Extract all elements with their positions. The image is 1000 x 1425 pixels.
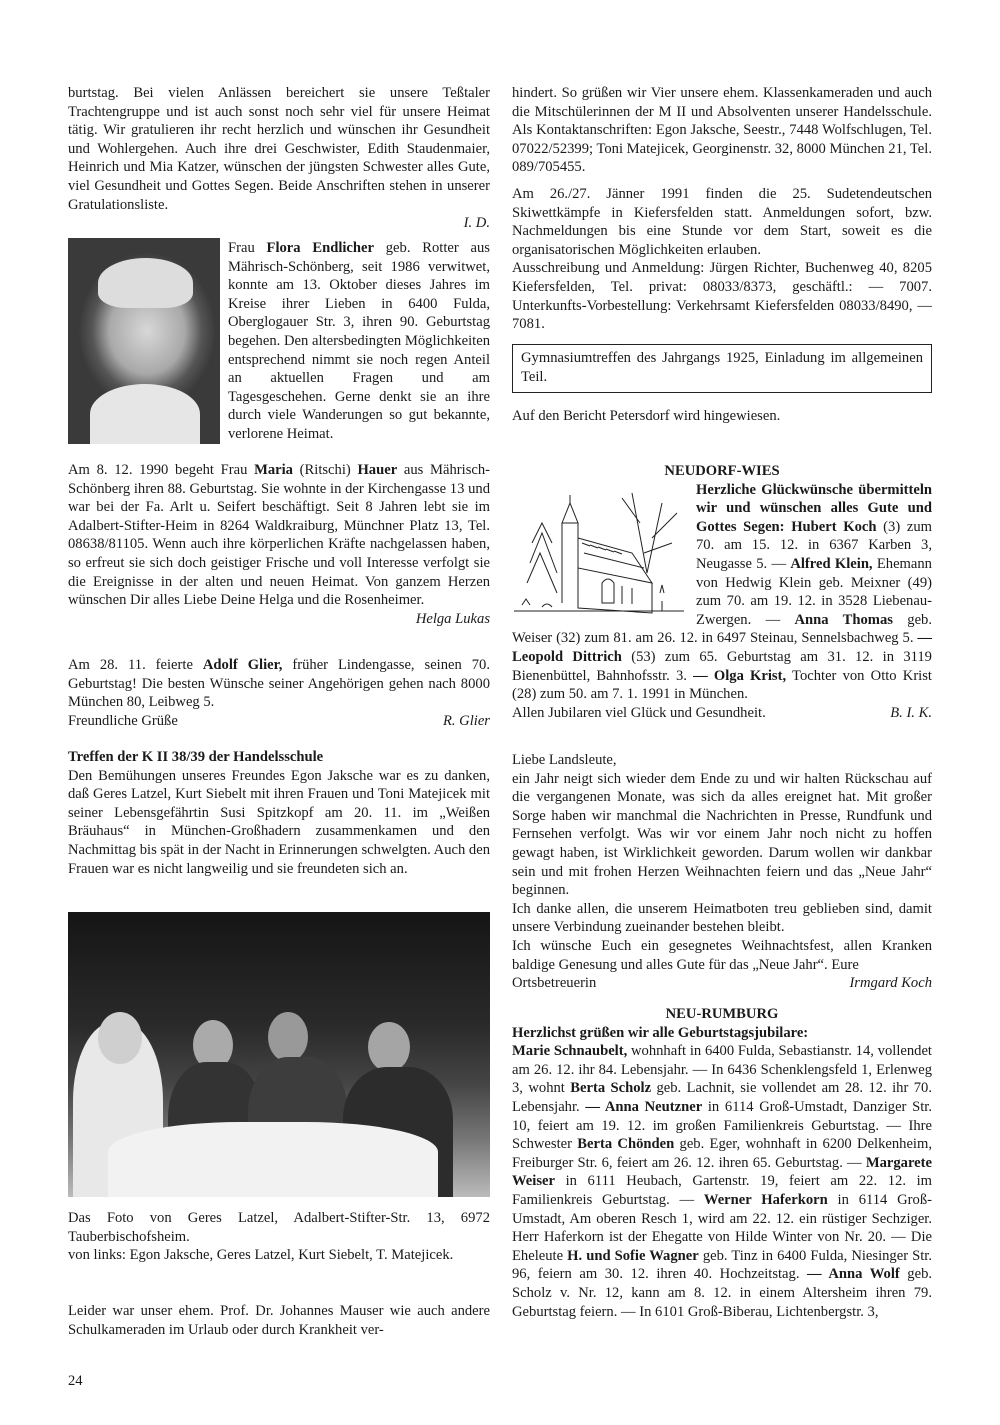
- text-run: (53) zum 65. Geburtstag am 31. 12. in 3119 Bienenbüttel, Bahnhofsstr. 3.: [512, 648, 932, 684]
- signature: B. I. K.: [890, 704, 932, 721]
- text-run: Ich wünsche Euch ein gesegnetes Weihnachtsfest, allen Kranken baldige Genesung und alles Gute für das „Neue Jahr“. Eure: [512, 937, 932, 973]
- paragraph: [68, 767, 490, 879]
- paragraph: [521, 349, 923, 386]
- paragraph: [68, 656, 490, 712]
- text-run: in 6114 Groß-Umstadt, Danziger Str. 10, feiert am 19. 12. im großen Familienkreis Geburtstag. — Ihre Schwester: [512, 1098, 932, 1153]
- paragraph: [512, 1042, 932, 1321]
- bold-name: Berta Scholz: [570, 1080, 652, 1097]
- paragraph: [512, 407, 932, 426]
- text-run: burtstag. Bei vielen Anlässen bereichert sie unsere Teßtaler Trachtengruppe und ist auch sonst noch sehr viel für unsere Heimat tätig. Wir gratulieren ihr recht herzlich und wünschen ihr Gesundheit und Wohlergehen. Auch ihre drei Geschwister, Edith Staudenmaier, Heinrich und Mia Katzer, wünschen der jüngsten Schwester alles Gute, viel Gesundheit und Gottes Segen. Beide Anschriften stehen in unserer Gratulationsliste.: [68, 85, 490, 213]
- article-adolf-glier: [68, 656, 490, 730]
- article-christmas-letter: [512, 751, 932, 993]
- paragraph: [68, 84, 490, 214]
- text-run: Am 8. 12. 1990 begeht Frau: [68, 462, 255, 478]
- paragraph: [228, 239, 490, 444]
- bold-name: Herzliche Glückwünsche übermitteln wir und wünschen alles Gute und Gottes Segen:: [696, 481, 932, 535]
- article-flora-endlicher: [228, 239, 490, 444]
- bold-name: Marie Schnaubelt,: [512, 1043, 628, 1060]
- bold-name: Flora Endlicher: [266, 240, 374, 256]
- paragraph: [512, 900, 932, 937]
- page-number: 24: [68, 1373, 83, 1389]
- section-heading: NEU-RUMBURG: [665, 1006, 779, 1022]
- text-run: ein Jahr neigt sich wieder dem Ende zu und wir halten Rückschau auf die vergangenen Monate, was sich da alles ereignet hat. Mit großer Sorge haben wir manchmal die Nachrichten in Presse, Rundfunk und Fernsehen verfolgt. Was wir vor einem Jahr noch nicht zu hoffen gewagt haben, ist Wirklichkeit geworden. Darum wollen wir dankbar sein und mit frohen Herzen Weihnachten feiern und das „Neue Jahr“ beginnen.: [512, 770, 932, 899]
- bold-name: Alfred Klein,: [790, 555, 873, 572]
- closing-line: Allen Jubilaren viel Glück und Gesundheit.: [512, 704, 766, 721]
- text-run: Ehemann von Hedwig Klein geb. Meixner (49) zum 70. am 19. 12. in 3528 Liebenau-Zwergen. —: [696, 555, 932, 628]
- article-treffen: [68, 748, 490, 878]
- bold-name: Adolf Glier,: [202, 657, 283, 673]
- text-run: Den Bemühungen unseres Freundes Egon Jaksche war es zu danken, daß Geres Latzel, Kurt Siebelt mit ihren Frauen und Toni Matejicek mit seiner Lebensgefährtin Susi Spitzkopf am 20. 11. im „Weißen Bräuhaus“ in München-Großhadern zusammenkamen und den Nachmittag bis spät in der Nacht in Erinnerungen schwelgten. Auch den Frauen war es nicht langweilig und sie freundeten sich an.: [68, 767, 490, 877]
- caption-line: [68, 1246, 490, 1265]
- text-run: in 6111 Heubach, Gartenstr. 19, feiert am 22. 12. im Familienkreis Geburtstag. —: [512, 1173, 932, 1208]
- text-run: geb. Tinz in 6400 Fulda, Niesinger Str. 96, feiern am 30. 12. ihren 40. Hochzeitstag.: [512, 1247, 933, 1283]
- text-run: in 6114 Groß-Umstadt, Am oberen Resch 1, wird am 22. 12. ein rüstiger Sechziger. Herr Haferkorn ist der Ehegatte von Hilde Winter von Nr. 20. — Die Eheleute: [512, 1191, 932, 1264]
- group-photo: [68, 912, 490, 1197]
- paragraph: [68, 461, 490, 610]
- text-run: Am 28. 11. feierte: [68, 657, 203, 673]
- signature: R. Glier: [442, 712, 490, 729]
- salutation: [512, 751, 932, 770]
- text-run: Ich danke allen, die unserem Heimatboten treu geblieben sind, damit unsere Verbindung zueinander bestehen bleibt.: [512, 900, 932, 936]
- bold-name: Hauer: [357, 462, 398, 478]
- text-run: geb. Eger, wohnhaft in 6200 Delkenheim, Freiburger Str. 6, feiert am 26. 12. ihren 65. Geburtstag. —: [512, 1136, 932, 1171]
- article-hindert: [512, 84, 932, 177]
- notice-box: [512, 344, 932, 393]
- bold-name: — Anna Wolf: [807, 1266, 900, 1283]
- text-run: wohnhaft in 6400 Fulda, Sebastianstr. 14, vollendet am 26. 12. ihr 84. Lebensjahr. — In 6436 Schenklengsfeld 1, Erlenweg 3, wohnt: [512, 1043, 932, 1097]
- text-run: (3) zum 70. am 15. 12. in 6367 Karben 3, Neugasse 5. —: [696, 518, 932, 572]
- text-run: aus Mährisch-Schönberg ihren 88. Geburtstag. Sie wohnte in der Kirchengasse 13 und war bei der Fa. Arlt u. Seifert beschäftigt. Seit 8 Jahren lebt sie im Adalbert-Stifter-Heim in 8264 Waldkraiburg, Münchner Platz 13, Tel. 08638/81105. Wenn auch ihre körperlichen Kräfte nachgelassen haben, so erfreut sie sich doch geistiger Frische und voll Interesse verfolgt sie die Ereignisse in der alten und neuen Heimat. Von ganzem Herzen wünschen Dir alles Liebe Deine Helga und die Rosenheimer.: [68, 462, 491, 609]
- section-heading: NEUDORF-WIES: [664, 463, 780, 479]
- text-run: geb. Lachnit, sie vollendet am 28. 12. ihr 70. Lebensjahr.: [512, 1080, 932, 1115]
- text-run: Liebe Landsleute,: [512, 752, 617, 768]
- bold-name: Hubert Koch: [791, 518, 877, 535]
- text-run: von links: Egon Jaksche, Geres Latzel, Kurt Siebelt, T. Matejicek.: [68, 1247, 454, 1264]
- article-maria-hauer: [68, 461, 490, 628]
- bold-name: Werner Haferkorn: [703, 1191, 828, 1208]
- church-illustration: [512, 483, 688, 625]
- text-run: geb. Weiser (32) zum 81. am 26. 12. in 6497 Steinau, Sennelsbachweg 5.: [512, 611, 932, 647]
- bold-name: — Anna Neutzner: [585, 1098, 703, 1115]
- text-run: Leider war unser ehem. Prof. Dr. Johannes Mauser wie auch andere Schulkameraden im Urlaub oder durch Krankheit ver-: [68, 1303, 490, 1338]
- text-run: (Ritschi): [292, 462, 358, 478]
- paragraph: [512, 259, 932, 333]
- paragraph: [512, 937, 932, 974]
- signer-role: Ortsbetreuerin: [512, 975, 597, 992]
- section-heading: Treffen der K II 38/39 der Handelsschule: [68, 749, 324, 765]
- text-run: geb. Scholz v. Nr. 12, kann am 8. 12. in einem Altersheim ihren 79. Geburtstag feiern. — In 6101 Groß-Biberau, Lichtenbergstr. 3,: [512, 1266, 933, 1320]
- signature: Helga Lukas: [415, 610, 490, 627]
- paragraph: [512, 185, 932, 259]
- text-run: Auf den Bericht Petersdorf wird hingewiesen.: [512, 408, 781, 424]
- paragraph: [512, 770, 932, 900]
- signature: I. D.: [463, 215, 490, 232]
- text-run: Das Foto von Geres Latzel, Adalbert-Stifter-Str. 13, 6972 Tauberbischofsheim.: [68, 1210, 490, 1245]
- portrait-photo-flora-endlicher: [68, 238, 220, 444]
- section-neudorf-wies: [512, 462, 932, 722]
- text-run: Am 26./27. Jänner 1991 finden die 25. Sudetendeutschen Skiwettkämpfe in Kiefersfelden statt. Anmeldungen sofort, bzw. Nachmeldungen bis eine Stunde vor dem Start, soweit es die organisatorischen Möglichkeiten erlauben.: [512, 186, 932, 258]
- signature: Irmgard Koch: [849, 975, 932, 992]
- text-run: Frau: [228, 240, 267, 256]
- article-petersdorf: [512, 407, 932, 426]
- article-ski: [512, 185, 932, 334]
- bold-name: — Leopold Dittrich: [512, 630, 932, 665]
- bold-name: — Olga Krist,: [693, 667, 787, 684]
- bold-name: Maria: [254, 462, 293, 478]
- paragraph: [512, 84, 932, 177]
- text-run: früher Lindengasse, seinen 70. Geburtstag! Die besten Wünsche seiner Angehörigen gehen nach 8000 München 80, Leibweg 5.: [68, 657, 490, 711]
- photo-caption: [68, 1209, 490, 1265]
- section-neu-rumburg: [512, 1005, 932, 1321]
- text-run: Gymnasiumtreffen des Jahrgangs 1925, Einladung im allgemeinen Teil.: [521, 350, 923, 385]
- greeting: Freundliche Grüße: [68, 712, 178, 729]
- section-subheading: Herzlichst grüßen wir alle Geburtstagsjubilare:: [512, 1024, 809, 1041]
- article-birthday-end: [68, 84, 490, 233]
- bold-name: Margarete Weiser: [512, 1154, 932, 1190]
- text-run: Ausschreibung und Anmeldung: Jürgen Richter, Buchenweg 40, 8205 Kiefersfelden, Tel. privat: 08033/8373, geschäftl.: — 7007. Unterkunfts-Vorbestellung: Verkehrsamt Kiefersfelden 08033/8490, — 7081.: [512, 260, 932, 333]
- text-run: hindert. So grüßen wir Vier unsere ehem. Klassenkameraden und auch die Mitschülerinnen der M II und Absolventen unserer Handelsschule. Als Kontaktanschriften: Egon Jaksche, Seestr., 7448 Wolfschlugen, Tel. 07022/52399; Toni Matejicek, Georginenstr. 32, 8000 München 21, Tel. 089/705455.: [512, 85, 932, 176]
- text-run: geb. Rotter aus Mährisch-Schönberg, seit 1986 verwitwet, konnte am 13. Oktober dieses Jahres im Kreise ihrer Lieben in 6400 Fulda, Oberglogauer Str. 3, ihren 90. Geburtstag begehen. Den altersbedingten Möglichkeiten entsprechend nimmt sie noch regen Anteil an aktuellen Fragen und am Tagesgeschehen. Gerne denkt sie an ihre durch viele Wanderungen so gut bekannte, verlorene Heimat.: [228, 240, 490, 442]
- bold-name: Berta Chönden: [577, 1136, 675, 1153]
- text-run: Tochter von Otto Krist (28) zum 50. am 7. 1. 1991 in München.: [512, 667, 932, 703]
- article-leider: [68, 1302, 490, 1339]
- bold-name: Anna Thomas: [794, 611, 893, 628]
- caption-line: [68, 1209, 490, 1246]
- paragraph: [68, 1302, 490, 1339]
- bold-name: H. und Sofie Wagner: [567, 1247, 699, 1264]
